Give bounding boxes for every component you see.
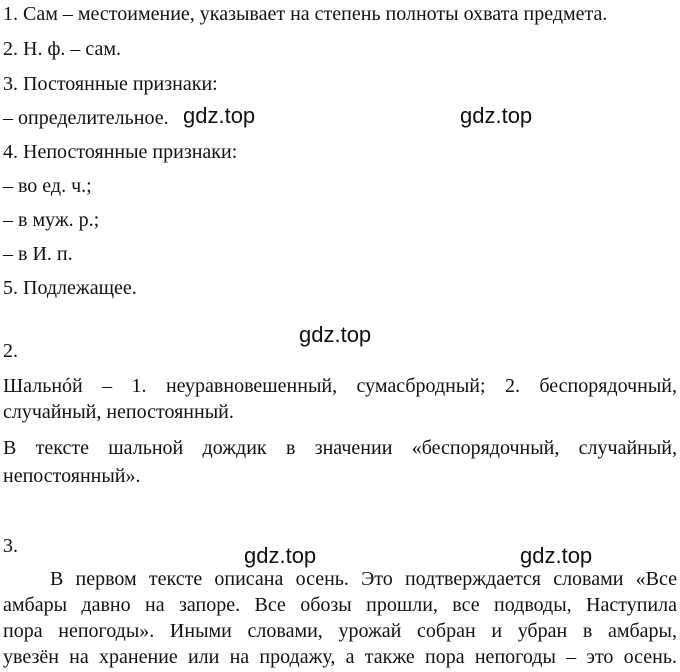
- context-line-1: В тексте шальной дождик в значении «беспорядочный, случайный,: [3, 437, 677, 459]
- paragraph-line-1: В первом тексте описана осень. Это подтверждается словами «Все: [50, 568, 677, 590]
- item-4: 4. Непостоянные признаки:: [3, 141, 238, 163]
- context-line-2: непостоянный».: [3, 465, 141, 487]
- paragraph-line-2: амбары давно на запоре. Все обозы прошли, все подводы, Наступила: [3, 594, 677, 616]
- item-2: 2. Н. ф. – сам.: [3, 38, 122, 60]
- item-5: 5. Подлежащее.: [3, 277, 137, 299]
- section-3-number: 3.: [3, 535, 18, 557]
- watermark: gdz.top: [183, 103, 256, 128]
- watermark: gdz.top: [299, 322, 372, 347]
- item-3: 3. Постоянные признаки:: [3, 73, 218, 95]
- paragraph-line-3: пора непогоды». Иными словами, урожай собран и убран в амбары,: [3, 620, 677, 642]
- definition-line-1: Шальнóй – 1. неуравновешенный, сумасбродный; 2. беспорядочный,: [3, 375, 677, 397]
- definition-line-2: случайный, непостоянный.: [3, 401, 234, 423]
- paragraph-line-4: увезён на хранение или на продажу, а также пора непогоды – это осень.: [3, 646, 677, 668]
- watermark: gdz.top: [460, 103, 533, 128]
- item-3-detail: – определительное.: [3, 107, 169, 129]
- watermark: gdz.top: [244, 543, 317, 568]
- item-4-detail-case: – в И. п.: [3, 243, 73, 265]
- watermark: gdz.top: [520, 543, 593, 568]
- section-2-number: 2.: [3, 340, 18, 362]
- item-4-detail-gender: – в муж. р.;: [3, 209, 100, 231]
- item-1: 1. Сам – местоимение, указывает на степень полноты охвата предмета.: [3, 3, 608, 25]
- item-4-detail-number: – во ед. ч.;: [3, 175, 92, 197]
